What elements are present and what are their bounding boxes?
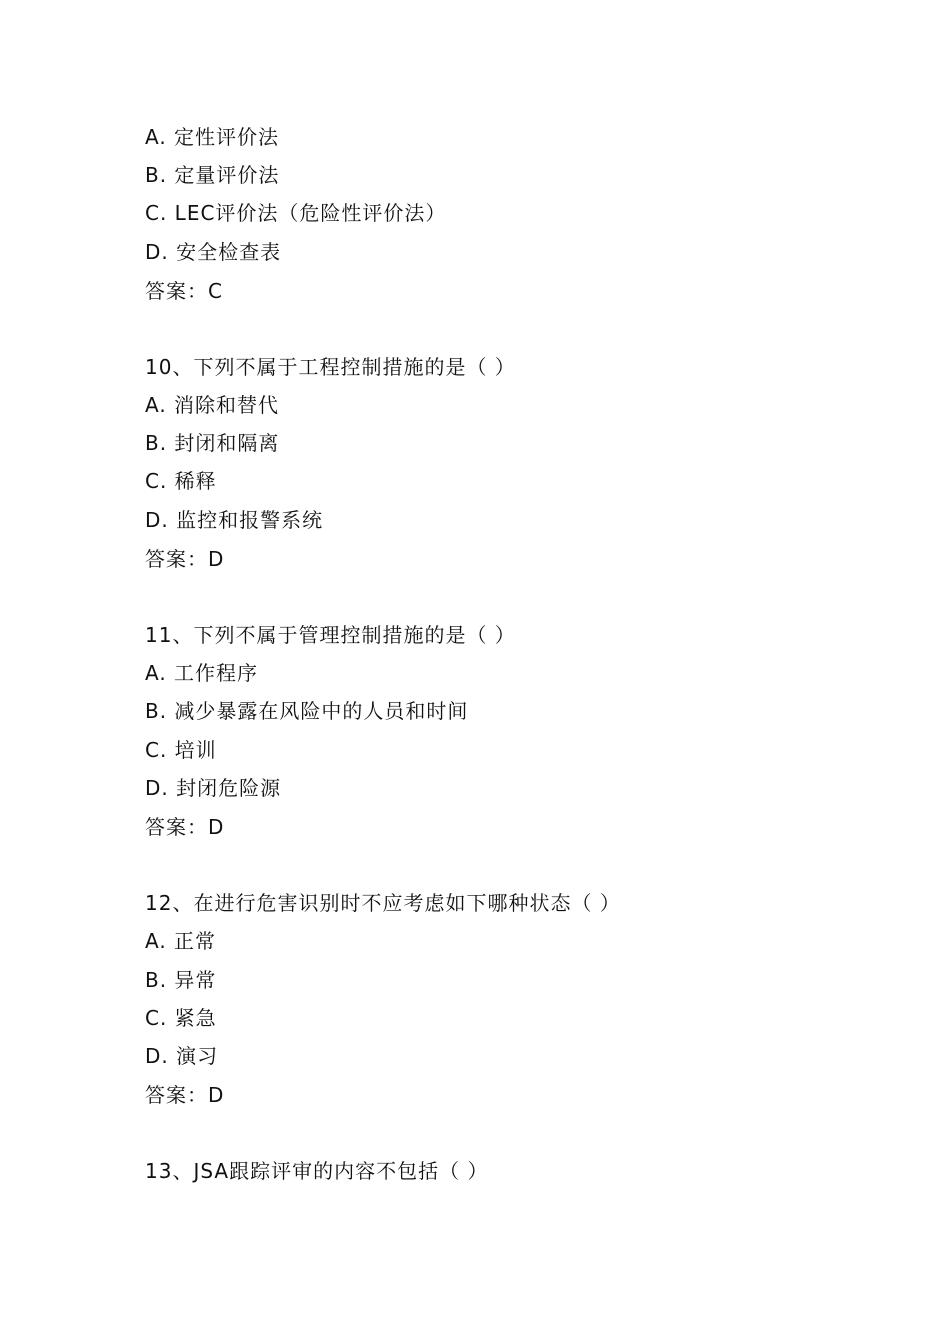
option-c: C. 紧急 [145, 1006, 217, 1030]
question-10: 10、下列不属于工程控制措施的是（ ） [145, 355, 516, 379]
option-a: A. 消除和替代 [145, 393, 280, 417]
option-b: B. 定量评价法 [145, 163, 280, 187]
option-b: B. 封闭和隔离 [145, 431, 280, 455]
question-11: 11、下列不属于管理控制措施的是（ ） [145, 623, 516, 647]
option-d: D. 演习 [145, 1044, 219, 1068]
answer-line: 答案：D [145, 1083, 225, 1107]
option-b: B. 异常 [145, 968, 217, 992]
option-c: C. 培训 [145, 738, 217, 762]
question-12: 12、在进行危害识别时不应考虑如下哪种状态（ ） [145, 891, 621, 915]
answer-line: 答案：C [145, 279, 223, 303]
option-c: C. 稀释 [145, 469, 217, 493]
answer-line: 答案：D [145, 815, 225, 839]
option-a: A. 定性评价法 [145, 125, 280, 149]
question-13: 13、JSA跟踪评审的内容不包括（ ） [145, 1159, 489, 1183]
option-a: A. 正常 [145, 929, 217, 953]
option-b: B. 减少暴露在风险中的人员和时间 [145, 699, 469, 723]
answer-line: 答案：D [145, 547, 225, 571]
option-d: D. 安全检查表 [145, 240, 282, 264]
option-d: D. 封闭危险源 [145, 776, 282, 800]
option-d: D. 监控和报警系统 [145, 508, 324, 532]
option-c: C. LEC评价法（危险性评价法） [145, 201, 447, 225]
option-a: A. 工作程序 [145, 661, 259, 685]
